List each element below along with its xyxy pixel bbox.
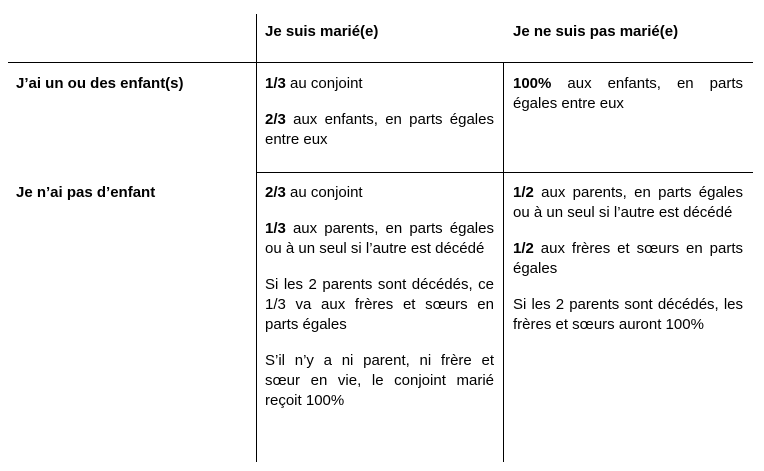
share-description: Si les 2 parents sont décédés, les frères et sœurs auront 100%	[513, 296, 743, 333]
cell-paragraph	[513, 295, 743, 335]
cell-children-married	[265, 74, 494, 150]
header-bottom-rule	[8, 62, 753, 63]
cell-paragraph	[265, 219, 494, 259]
cell-paragraph	[265, 183, 494, 203]
share-fraction: 1/2	[513, 240, 534, 257]
share-fraction: 1/3	[265, 75, 286, 92]
column-header-married: Je suis marié(e)	[265, 23, 379, 40]
share-description: aux enfants, en parts égales entre eux	[513, 75, 743, 112]
cell-no-children-not-married	[513, 183, 743, 335]
share-description: au conjoint	[285, 75, 363, 92]
cell-paragraph	[265, 275, 494, 335]
share-fraction: 1/2	[513, 184, 534, 201]
share-description: aux parents, en parts égales ou à un seul si l’autre est décédé	[513, 184, 743, 221]
share-description: S’il n’y a ni parent, ni frère et sœur en vie, le conjoint marié reçoit 100%	[265, 352, 494, 409]
row-header-with-children: J’ai un ou des enfant(s)	[16, 75, 184, 92]
cell-no-children-married	[265, 183, 494, 411]
share-description: Si les 2 parents sont décédés, ce 1/3 va aux frères et sœurs en parts égales	[265, 276, 494, 333]
row-header-no-children: Je n’ai pas d’enfant	[16, 184, 156, 201]
column-header-not-married: Je ne suis pas marié(e)	[513, 23, 679, 40]
share-description: aux parents, en parts égales ou à un seul si l’autre est décédé	[265, 220, 494, 257]
cell-paragraph	[265, 351, 494, 411]
share-description: aux enfants, en parts égales entre eux	[265, 111, 494, 148]
share-description: aux frères et sœurs en parts égales	[513, 240, 743, 277]
share-fraction: 100%	[513, 75, 552, 92]
share-fraction: 1/3	[265, 220, 286, 237]
share-fraction: 2/3	[265, 184, 286, 201]
cell-paragraph	[513, 239, 743, 279]
cell-paragraph	[513, 183, 743, 223]
cell-children-not-married	[513, 74, 743, 114]
cell-paragraph	[265, 74, 494, 94]
cell-paragraph	[265, 110, 494, 150]
share-description: au conjoint	[285, 184, 363, 201]
share-fraction: 2/3	[265, 111, 286, 128]
column-divider-married	[256, 14, 257, 462]
row-divider-rule	[256, 172, 753, 173]
cell-paragraph	[513, 74, 743, 114]
column-divider-not-married	[503, 62, 504, 462]
